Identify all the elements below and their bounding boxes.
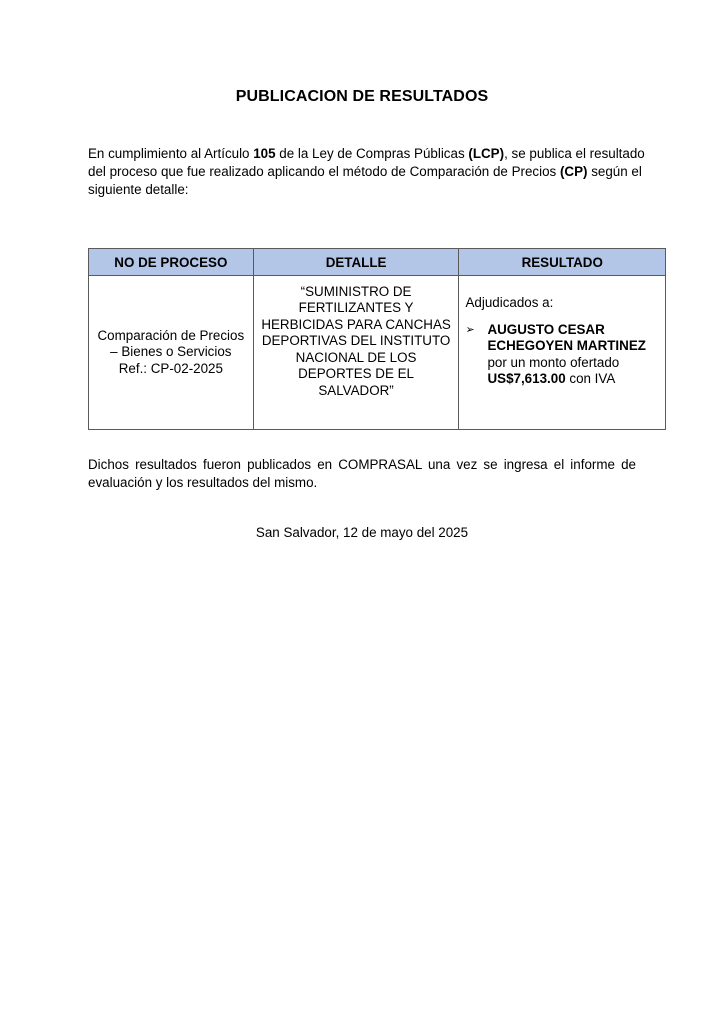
header-result: RESULTADO [459, 249, 666, 276]
process-reference: Ref.: CP-02-2025 [118, 360, 223, 376]
awarded-amount: US$7,613.00 [487, 371, 566, 387]
detail-text: “SUMINISTRO DE FERTILIZANTES Y HERBICIDAS PARA CANCHAS DEPORTIVAS DEL INSTITUTO NACIONAL DE LOS DEPORTES DE EL SALVADOR” [261, 283, 451, 398]
intro-paragraph [88, 145, 648, 199]
detail-cell [253, 276, 459, 430]
intro-cp: (CP) [559, 164, 588, 179]
page-title: PUBLICACION DE RESULTADOS [235, 88, 489, 105]
result-details [487, 322, 659, 388]
arrow-bullet-icon: ➢ [465, 323, 475, 336]
closing-paragraph: Dichos resultados fueron publicados en COMPRASAL una vez se ingresa el informe de evaluación y los resultados del mismo. [88, 457, 636, 490]
intro-lcp: (LCP) [468, 146, 505, 161]
intro-text-3: , se publica el resultado del proceso que fue realizado aplicando el método de Comparación de Precios [88, 146, 645, 179]
header-process: NO DE PROCESO [89, 249, 254, 276]
intro-text-1: En cumplimiento al Artículo [88, 146, 254, 161]
table-row [89, 276, 666, 430]
winner-name: AUGUSTO CESAR ECHEGOYEN MARTINEZ [487, 321, 646, 354]
header-detail: DETALLE [253, 249, 459, 276]
intro-text-4: según el siguiente detalle: [88, 164, 642, 197]
intro-text-2: de la Ley de Compras Públicas [275, 146, 469, 161]
intro-article-number: 105 [253, 146, 276, 161]
process-line-1: Comparación de Precios [97, 327, 245, 343]
process-cell [89, 276, 254, 430]
result-cell [459, 276, 666, 430]
result-entry [465, 322, 659, 388]
result-label: Adjudicados a: [465, 295, 554, 311]
results-table [88, 248, 666, 430]
process-line-2: – Bienes o Servicios [110, 344, 232, 360]
amount-suffix: con IVA [565, 371, 616, 387]
dateline: San Salvador, 12 de mayo del 2025 [255, 525, 469, 540]
amount-prefix: por un monto ofertado [487, 354, 620, 370]
table-header-row [89, 249, 666, 276]
